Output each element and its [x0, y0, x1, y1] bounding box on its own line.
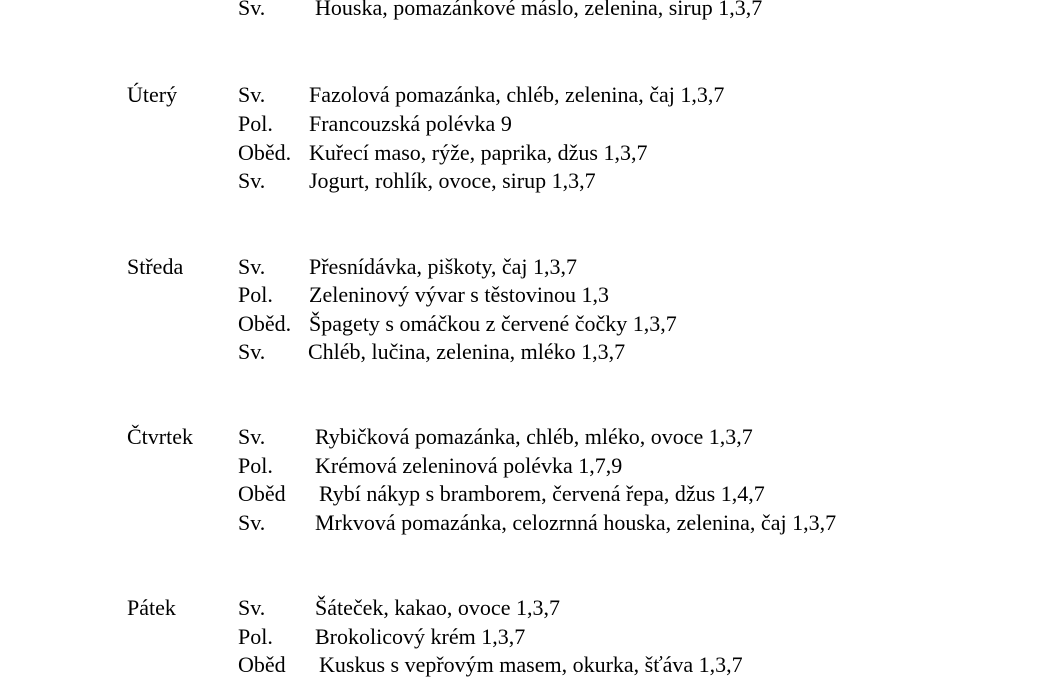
meal-text: Houska, pomazánkové máslo, zelenina, sirup 1,3,7 — [315, 0, 763, 20]
meal-label: Pol. — [238, 453, 273, 478]
meal-text: Přesnídávka, piškoty, čaj 1,3,7 — [309, 254, 578, 279]
meal-label: Sv. — [238, 168, 266, 193]
meal-text: Rybičková pomazánka, chléb, mléko, ovoce 1,3,7 — [315, 424, 753, 449]
meal-text: Zeleninový vývar s těstovinou 1,3 — [309, 282, 610, 307]
meal-label: Sv. — [238, 254, 266, 279]
day-label-ctvrtek: Čtvrtek — [127, 424, 193, 449]
meal-label: Sv. — [238, 510, 266, 535]
meal-text: Kuskus s vepřovým masem, okurka, šťáva 1,3,7 — [319, 652, 743, 677]
meal-text: Chléb, lučina, zelenina, mléko 1,3,7 — [308, 339, 626, 364]
meal-text: Fazolová pomazánka, chléb, zelenina, čaj 1,3,7 — [309, 82, 725, 107]
meal-label: Sv. — [238, 595, 266, 620]
meal-label: Oběd — [238, 481, 286, 506]
meal-label: Sv. — [238, 339, 266, 364]
meal-text: Kuřecí maso, rýže, paprika, džus 1,3,7 — [309, 140, 648, 165]
meal-label: Pol. — [238, 111, 273, 136]
day-label-streda: Středa — [127, 254, 184, 279]
meal-text: Francouzská polévka 9 — [309, 111, 512, 136]
meal-label: Sv. — [238, 424, 266, 449]
meal-text: Šáteček, kakao, ovoce 1,3,7 — [315, 595, 560, 620]
meal-text: Brokolicový krém 1,3,7 — [315, 624, 526, 649]
meal-text: Rybí nákyp s bramborem, červená řepa, džus 1,4,7 — [319, 481, 765, 506]
meal-label: Pol. — [238, 624, 273, 649]
meal-label: Oběd. — [238, 311, 292, 336]
meal-text: Mrkvová pomazánka, celozrnná houska, zelenina, čaj 1,3,7 — [315, 510, 837, 535]
meal-label: Oběd — [238, 652, 286, 677]
meal-text: Špagety s omáčkou z červené čočky 1,3,7 — [309, 311, 677, 336]
meal-label: Sv. — [238, 82, 266, 107]
meal-label: Oběd. — [238, 140, 292, 165]
meal-label: Pol. — [238, 282, 273, 307]
meal-label: Sv. — [238, 0, 266, 20]
day-label-utery: Úterý — [127, 82, 178, 107]
meal-text: Jogurt, rohlík, ovoce, sirup 1,3,7 — [309, 168, 596, 193]
day-label-patek: Pátek — [127, 595, 176, 620]
meal-text: Krémová zeleninová polévka 1,7,9 — [315, 453, 623, 478]
